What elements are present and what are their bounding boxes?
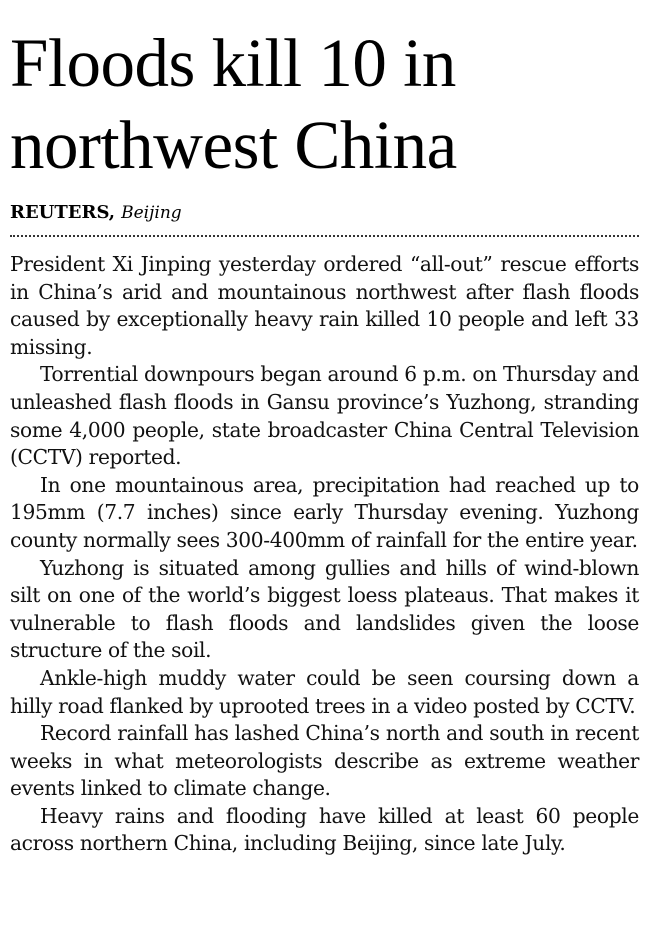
article-paragraph: Yuzhong is situated among gullies and hills of wind-blown silt on one of the world’s biggest loess plateaus. That makes it vulnerable to flash floods and landslides given the loose structure of the soil. [10,555,639,663]
byline-location: Beijing [121,203,182,223]
article-headline: Floods kill 10 in northwest China [10,25,457,183]
article-paragraph: Record rainfall has lashed China’s north and south in recent weeks in what meteorologists describe as extreme weather events linked to climate change. [10,721,639,801]
article-paragraph: Heavy rains and flooding have killed at least 60 people across northern China, including Beijing, since late July. [10,803,639,856]
article-byline [10,200,639,225]
article-body [10,251,639,858]
article-paragraph: President Xi Jinping yesterday ordered “all-out” rescue efforts in China’s arid and mountainous northwest after flash floods caused by exceptionally heavy rain killed 10 people and left 33 missing. [10,252,639,359]
byline-agency: REUTERS, [10,202,116,223]
article-paragraph: Torrential downpours began around 6 p.m. on Thursday and unleashed flash floods in Gansu province’s Yuzhong, stranding some 4,000 people, state broadcaster China Central Television (CCTV) reported. [10,362,639,470]
article-paragraph: In one mountainous area, precipitation had reached up to 195mm (7.7 inches) since early Thursday evening. Yuzhong county normally sees 300-400mm of rainfall for the entire year. [10,472,639,552]
dotted-divider [10,235,639,237]
news-article [10,0,639,858]
article-paragraph: Ankle-high muddy water could be seen coursing down a hilly road flanked by uprooted trees in a video posted by CCTV. [10,665,639,718]
